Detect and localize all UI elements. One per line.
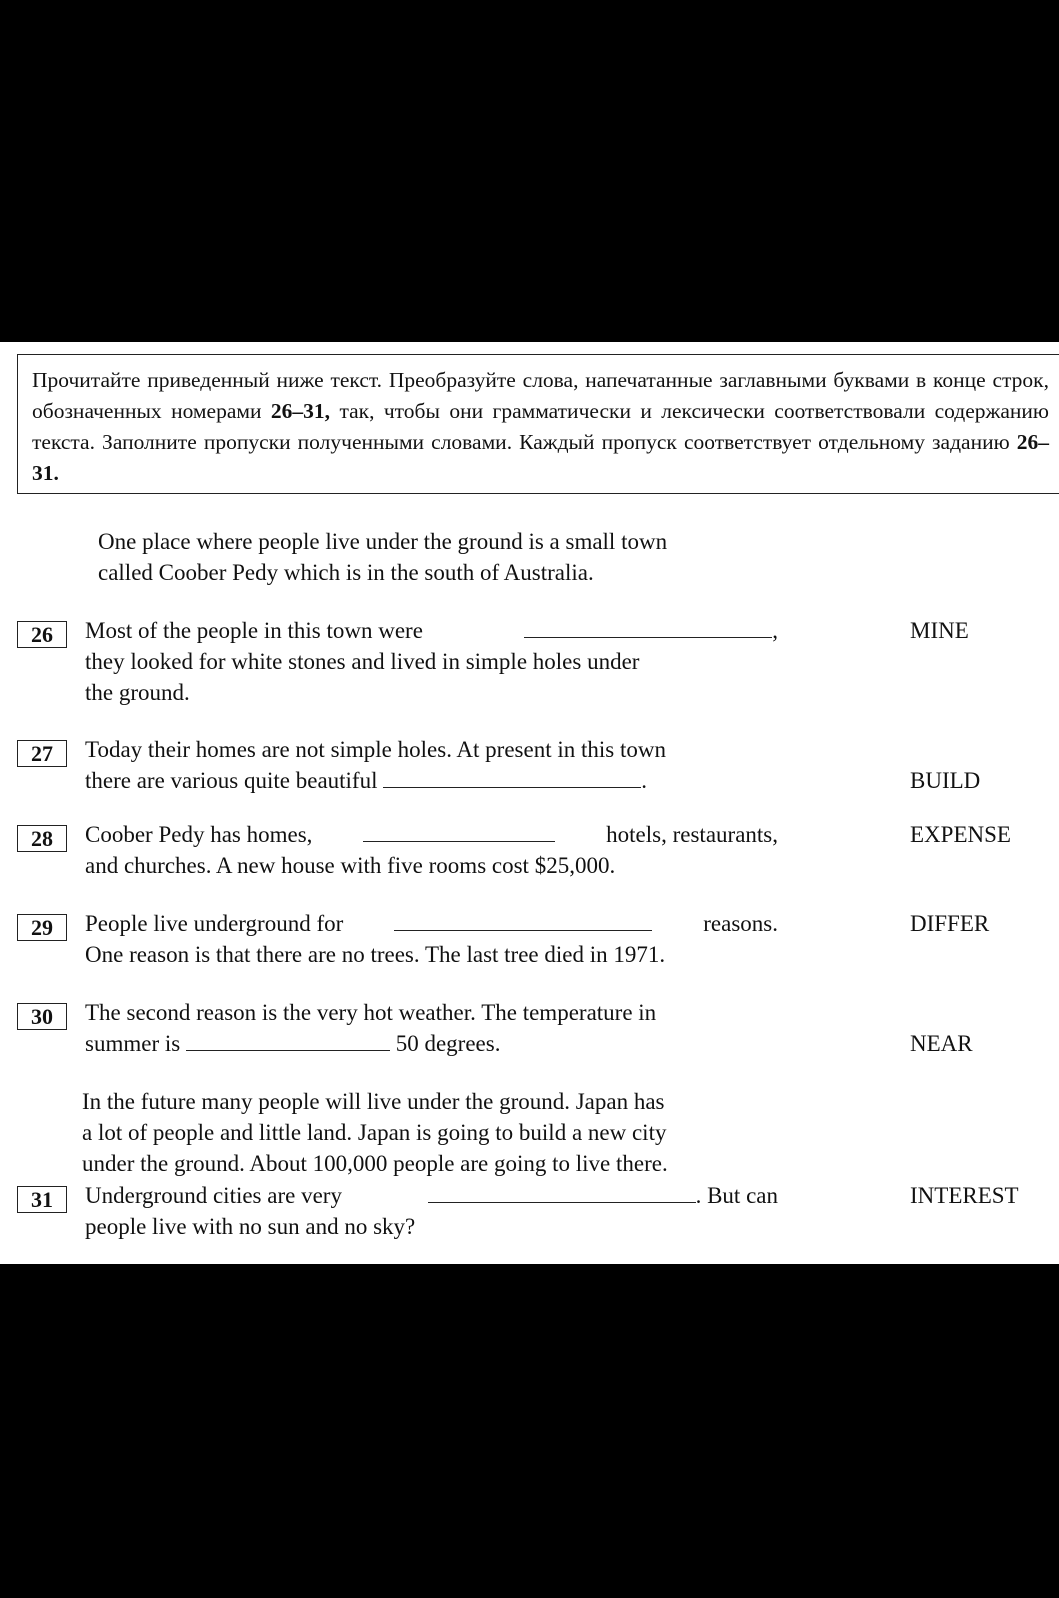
task-number-27: 27 — [17, 740, 67, 767]
task-number-26: 26 — [17, 621, 67, 648]
worksheet-page — [0, 342, 1059, 1264]
answer-blank-31[interactable] — [428, 1182, 696, 1203]
task-26-text: Most of the people in this town were , they looked for white stones and lived in simple holes under the ground. — [85, 618, 778, 705]
answer-blank-30[interactable] — [186, 1030, 390, 1051]
keyword-26: MINE — [910, 618, 969, 643]
task-30-text: The second reason is the very hot weather. The temperature in summer is 50 degrees. — [85, 1000, 657, 1056]
answer-blank-29[interactable] — [394, 910, 652, 931]
task-number-28: 28 — [17, 825, 67, 852]
keyword-30: NEAR — [910, 1031, 973, 1056]
instructions-box — [17, 354, 1059, 494]
answer-blank-26[interactable] — [524, 617, 772, 638]
keyword-28: EXPENSE — [910, 822, 1011, 847]
task-31-text: Underground cities are very . But can people live with no sun and no sky? — [85, 1183, 778, 1239]
task-number-30: 30 — [17, 1003, 67, 1030]
keyword-27: BUILD — [910, 768, 981, 793]
keyword-31: INTEREST — [910, 1183, 1019, 1208]
task-27-text: Today their homes are not simple holes. At present in this town there are various quite beautiful . — [85, 737, 666, 793]
task-number-31: 31 — [17, 1186, 67, 1213]
answer-blank-28[interactable] — [363, 821, 555, 842]
keyword-29: DIFFER — [910, 911, 990, 936]
task-number-29: 29 — [17, 914, 67, 941]
answer-blank-27[interactable] — [383, 767, 641, 788]
task-29-text: People live underground for reasons. One reason is that there are no trees. The last tree died in 1971. — [85, 911, 778, 967]
outro-paragraph: In the future many people will live under the ground. Japan has a lot of people and little land. Japan is going to build a new city under the ground. About 100,000 people are going to live there. — [82, 1089, 668, 1176]
intro-paragraph: One place where people live under the ground is a small town called Coober Pedy which is in the south of Australia. — [98, 529, 668, 585]
task-28-text: Coober Pedy has homes, hotels, restaurants, and churches. A new house with five rooms cost $25,000. — [85, 822, 778, 878]
instructions-text: Прочитайте приведенный ниже текст. Преобразуйте слова, напечатанные заглавными буквами в конце строк, обозначенных номерами 26–31, так, чтобы они грамматически и лексически соответствовали содержанию текста. Заполните пропуски полученными словами. Каждый пропуск соответствует отдельному заданию 26–31. — [32, 368, 1049, 485]
